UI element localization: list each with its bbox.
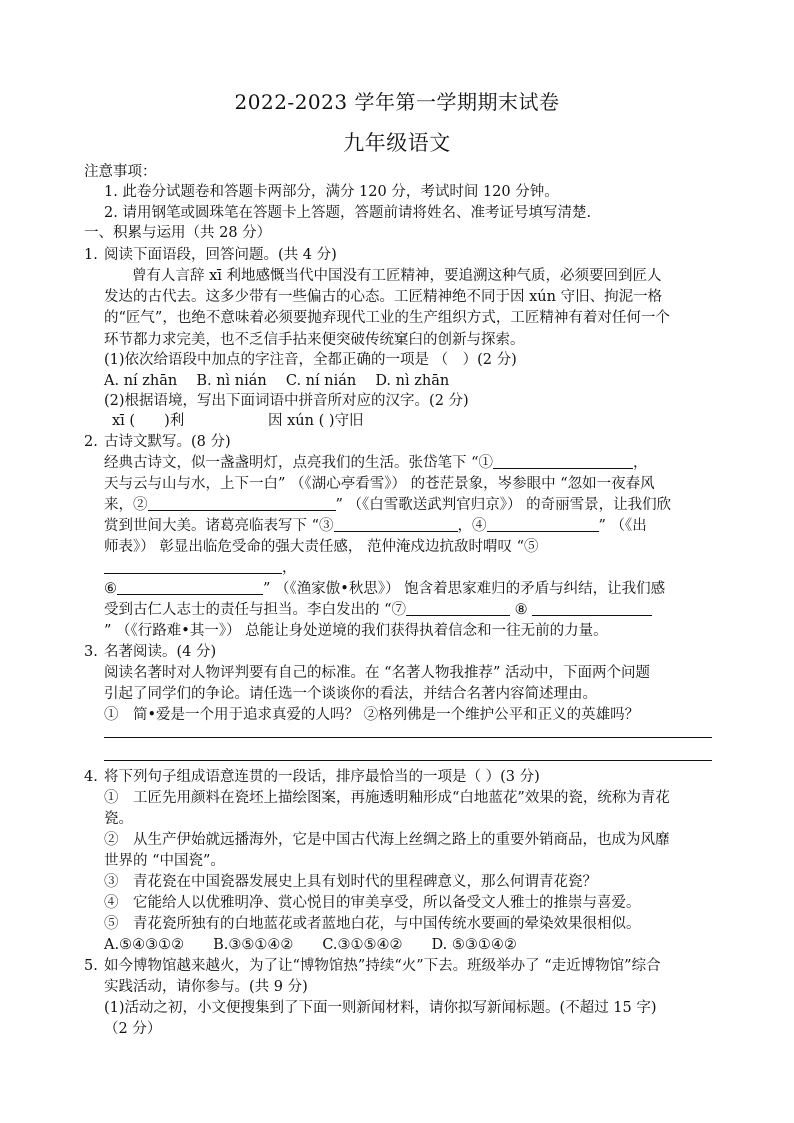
q4-sentence-3: ③ 青花瓷在中国瓷器发展史上具有划时代的里程碑意义，那么何谓青花瓷？ [104, 874, 597, 890]
q1-passage-line: 发达的古代去。这多少带有一些偏古的心态。工匠精神绝不同于因 xún 守旧、拘泥一格 [104, 289, 663, 305]
q2-line-7 [104, 579, 665, 599]
q2-number: 2. [84, 434, 98, 450]
q2-line-6 [104, 558, 297, 578]
q5-line: 如今博物馆越来越火，为了让“博物馆热”持续“火”下去。班级举办了 “走近博物馆”综合 [104, 958, 661, 974]
q5-line: (1)活动之初，小文便搜集到了下面一则新闻材料，请你拟写新闻标题。(不超过 15 字) [104, 1000, 657, 1016]
answer-blank-5[interactable] [104, 558, 282, 574]
answer-blank-4[interactable] [487, 516, 599, 532]
answer-blank-6[interactable] [117, 579, 263, 595]
q2-line-5: 师表》） 彰显出临危受命的强大责任感， 范仲淹戍边抗敌时喟叹 “⑤ [104, 539, 539, 555]
answer-line[interactable] [104, 737, 712, 738]
q4-sentence-1: ① 工匠先用颜料在瓷坯上描绘图案，再施透明釉形成“白地蓝花”效果的瓷，统称为青花 [104, 790, 670, 806]
q1-passage-line: 曾有人言辞 xī 利地感慨当代中国没有工匠精神，要追溯这种气质，必须要回到匠人 [132, 268, 662, 284]
q2-text: ” （《白雪歌送武判官归京》） 的奇丽雪景，让我们欣 [335, 497, 672, 513]
q2-text: ， [633, 455, 648, 471]
notice-heading: 注意事项： [84, 164, 157, 180]
q1-sub-question-2: (2)根据语境，写出下面词语中拼音所对应的汉字。(2 分) [104, 393, 469, 409]
notice-item-1: 1. 此卷分试题卷和答题卡两部分，满分 120 分，考试时间 120 分钟。 [104, 184, 559, 200]
notice-item-2: 2. 请用钢笔或圆珠笔在答题卡上答题，答题前请将姓名、准考证号填写清楚. [104, 205, 592, 221]
q2-line-9: ” （《行路难•其一》） 总能让身处逆境的我们获得执着信念和一往无前的力量。 [104, 623, 608, 639]
q2-text: ” （《出 [598, 518, 647, 534]
q1-sub-question-1: (1)依次给语段中加点的字注音，全都正确的一项是 （ ）(2 分) [104, 352, 517, 368]
answer-blank-8[interactable] [532, 600, 652, 616]
answer-blank-3[interactable] [334, 516, 458, 532]
q2-line-8 [104, 600, 652, 620]
answer-blank-7[interactable] [406, 600, 510, 616]
answer-blank-2[interactable] [148, 495, 336, 511]
exam-title: 2022-2023 学年第一学期期末试卷 [234, 90, 560, 114]
section-heading: 一、积累与运用（共 28 分） [84, 225, 272, 241]
q2-line-4 [104, 516, 647, 536]
q1-fill-a: xī ( )利 [112, 413, 185, 429]
q1-options: A. ní zhān B. nì nián C. ní nián D. nì zhān [104, 373, 450, 389]
exam-subtitle: 九年级语文 [343, 131, 451, 155]
q4-sentence-2-cont: 世界的 “中国瓷”。 [104, 853, 225, 869]
q4-sentence-1-cont: 瓷。 [104, 811, 133, 827]
q4-number: 4. [84, 769, 98, 785]
q2-stem: 古诗文默写。(8 分) [104, 434, 231, 450]
q4-options: A.⑤④③①② B.③⑤①④② C.③①⑤④② D. ⑤③①④② [104, 937, 517, 953]
q1-number: 1. [84, 247, 98, 263]
q5-number: 5. [84, 958, 98, 974]
q3-line: 引起了同学们的争论。请任选一个谈谈你的看法，并结合名著内容简述理由。 [104, 686, 597, 702]
answer-line[interactable] [104, 760, 712, 761]
answer-blank-1[interactable] [493, 453, 633, 469]
q2-text: 经典古诗文，似一盏盏明灯，点亮我们的生活。张岱笔下 “① [104, 455, 494, 471]
q3-line: ① 简•爱是一个用于追求真爱的人吗？ ②格列佛是一个维护公平和正义的英雄吗？ [104, 707, 640, 723]
q3-line: 阅读名著时对人物评判要有自己的标准。在 “名著人物我推荐” 活动中，下面两个问题 [104, 665, 651, 681]
q4-sentence-2: ② 从生产伊始就远播海外，它是中国古代海上丝绸之路上的重要外销商品，也成为风靡 [104, 832, 670, 848]
q4-sentence-4: ④ 它能给人以优雅明净、赏心悦目的审美享受，所以备受文人雅士的推崇与喜爱。 [104, 895, 641, 911]
q2-text: 来，② [104, 497, 148, 513]
q2-text: 受到古仁人志士的责任与担当。李白发出的 “⑦ [104, 602, 407, 618]
q5-line: 实践活动，请你参与。(共 9 分) [104, 979, 308, 995]
q3-stem: 名著阅读。(4 分) [104, 644, 217, 660]
q1-stem: 阅读下面语段，回答问题。(共 4 分) [104, 247, 337, 263]
q2-line-1 [104, 453, 648, 473]
q2-line-3 [104, 495, 671, 515]
q3-number: 3. [84, 644, 98, 660]
q2-text: ， [282, 560, 297, 576]
q2-text: ，④ [457, 518, 487, 534]
q4-stem: 将下列句子组成语意连贯的一段话，排序最恰当的一项是（ ）(3 分) [104, 769, 540, 785]
q2-text: ⑧ [514, 602, 528, 618]
q2-text: 赏到世间大美。诸葛亮临表写下 “③ [104, 518, 334, 534]
q2-line-2: 天与云与山与水，上下一白” （《湖心亭看雪》） 的苍茫景象，岑参眼中 “忽如一夜春风 [104, 476, 655, 492]
q1-passage-line: 环节都力求完美，也不乏信手拈来便突破传统窠臼的创新与探索。 [104, 332, 525, 348]
q2-text: ⑥ [104, 581, 117, 597]
q2-text: ” （《渔家傲•秋思》） 饱含着思家难归的矛盾与纠结，让我们感 [263, 581, 666, 597]
q1-fill-b: 因 xún ( )守旧 [268, 413, 364, 429]
q5-line: （2 分） [104, 1021, 162, 1037]
q4-sentence-5: ⑤ 青花瓷所独有的白地蓝花或者蓝地白花，与中国传统水要画的晕染效果很相似。 [104, 916, 641, 932]
q1-passage-line: 的“匠气”，也绝不意味着必须要抛弃现代工业的生产组织方式，工匠精神有着对任何一个 [104, 310, 670, 326]
